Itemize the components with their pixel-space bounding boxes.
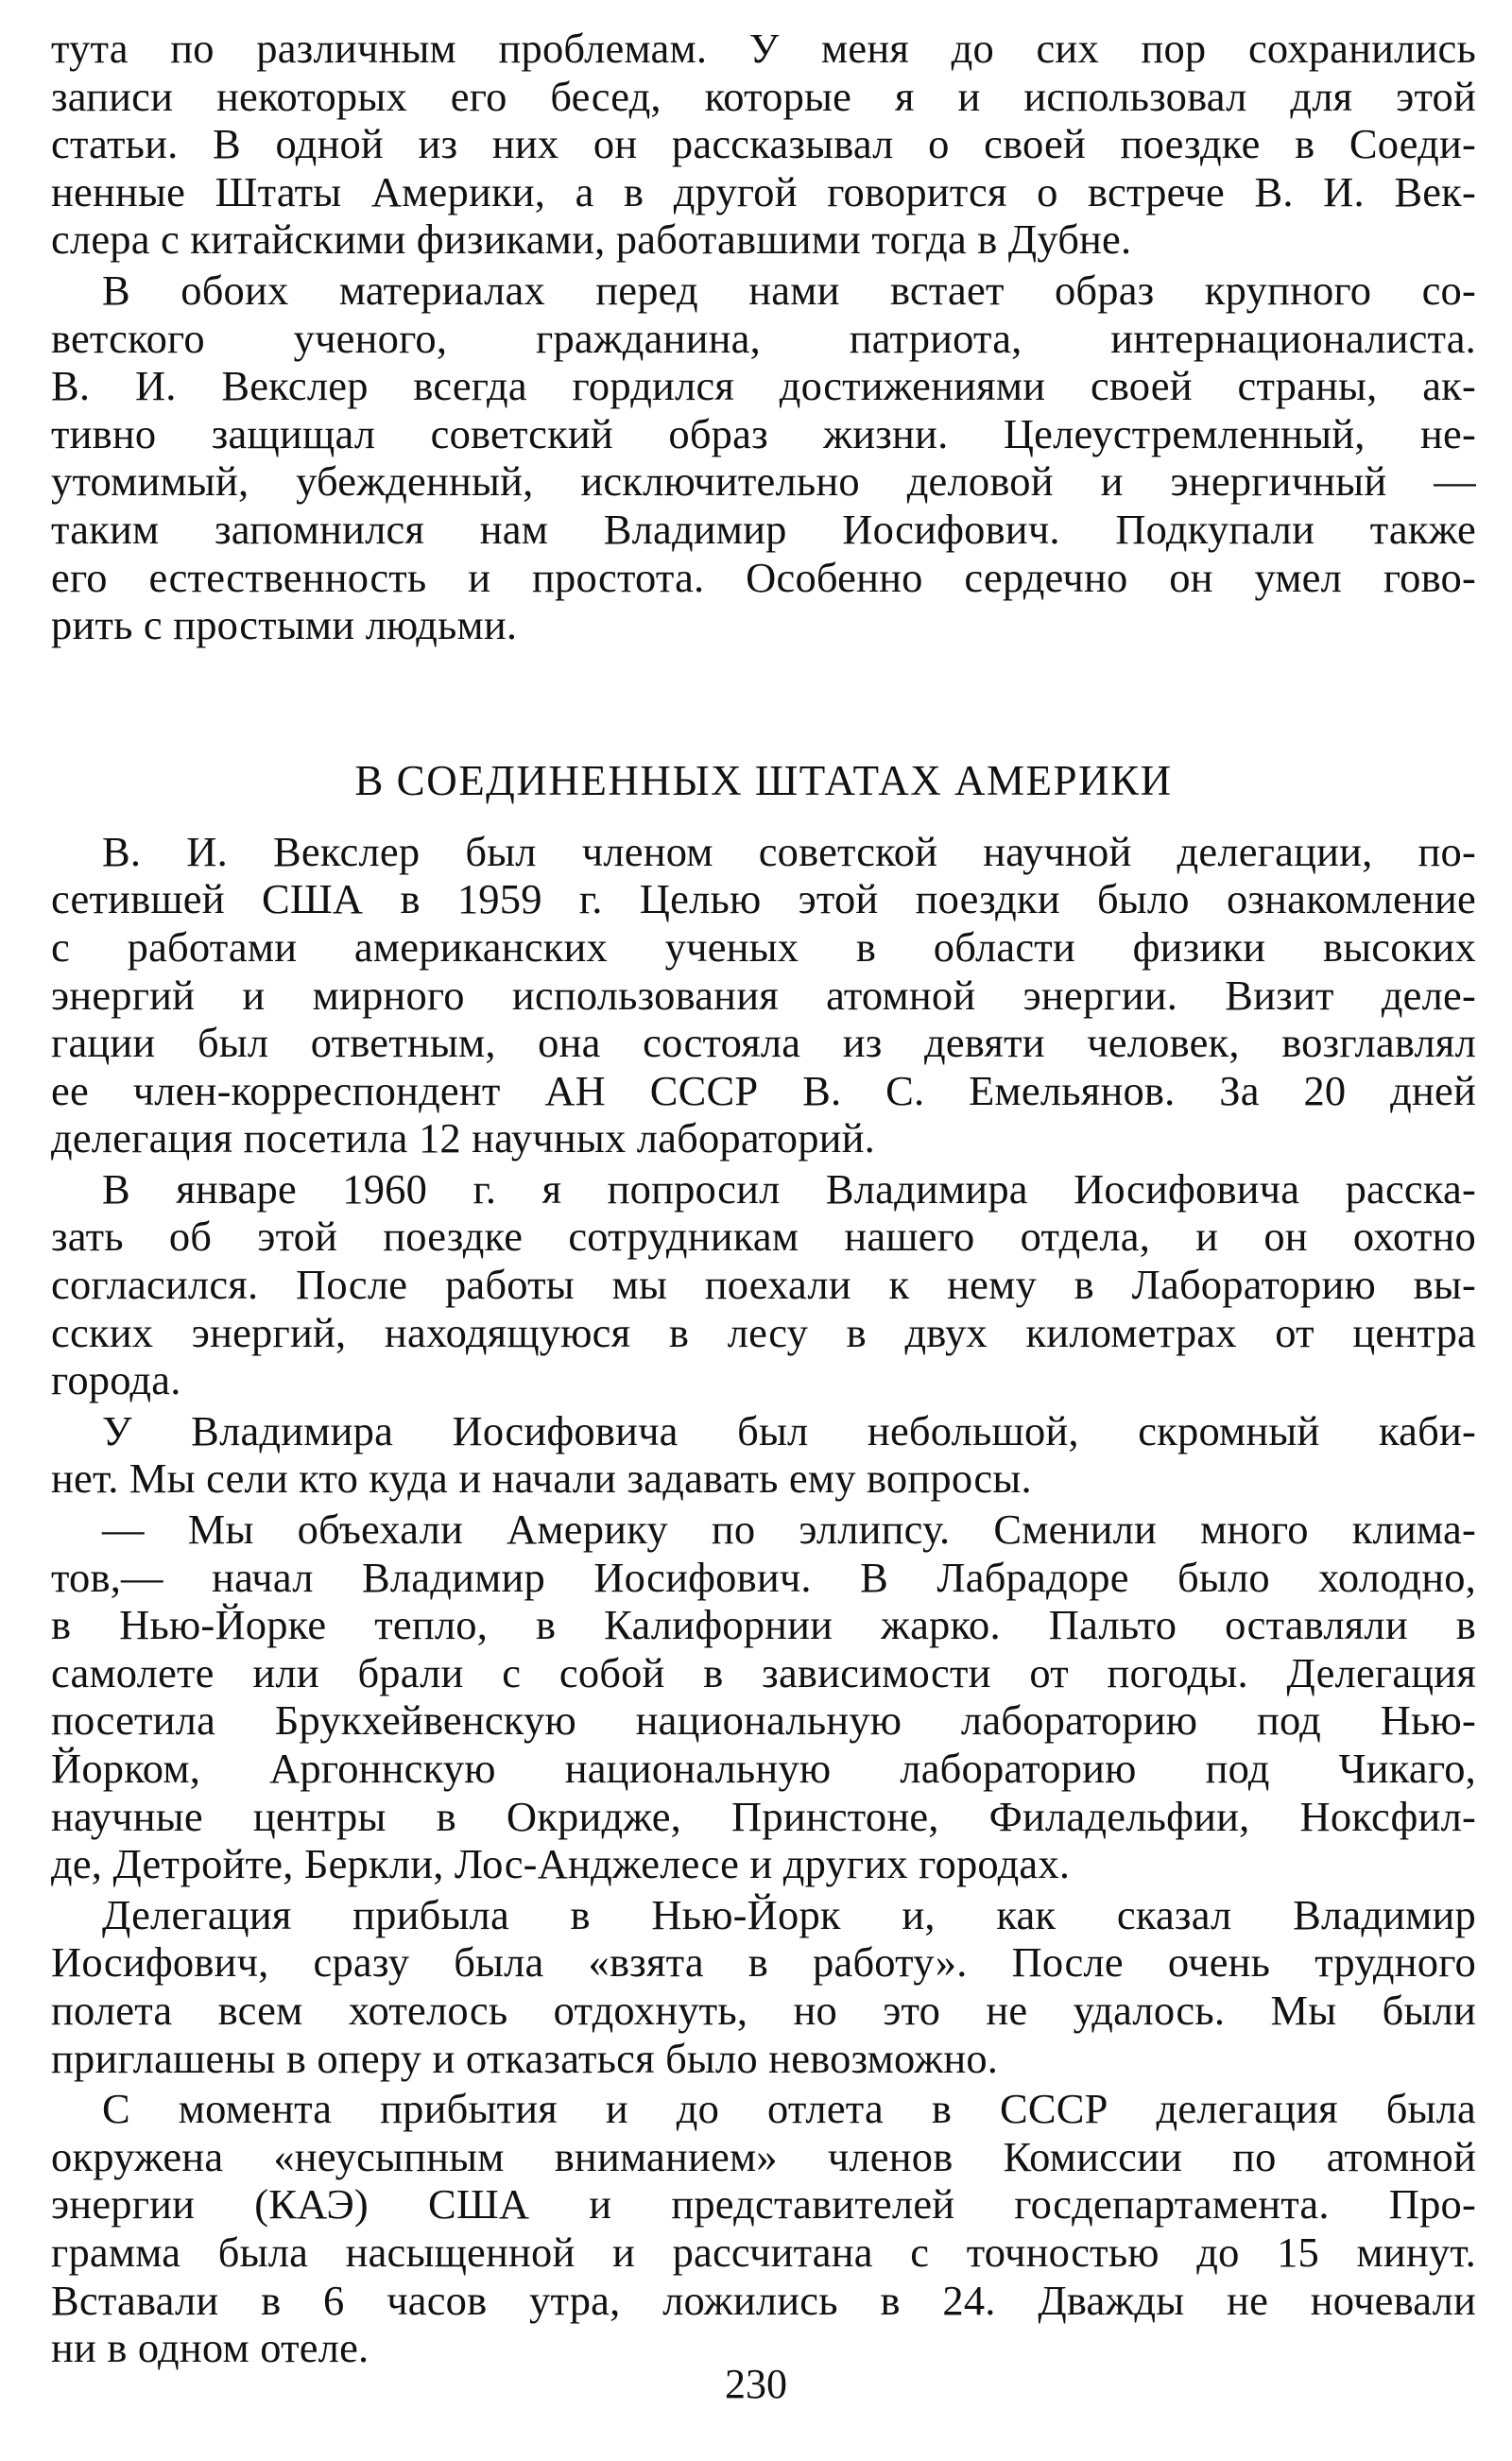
text-line: согласился. После работы мы поехали к нему в Лабораторию вы- (51, 1261, 1476, 1309)
paragraph-section-1 (51, 828, 1476, 1162)
text-line: слера с китайскими физиками, работавшими тогда в Дубне. (51, 215, 1132, 264)
section-heading: В СОЕДИНЕННЫХ ШТАТАХ АМЕРИКИ (354, 756, 1173, 804)
text-line: окружена «неусыпным вниманием» членов Комиссии по атомной (51, 2132, 1476, 2180)
text-line: сских энергий, находящуюся в лесу в двух километрах от центра (51, 1308, 1476, 1356)
text-line: ветского ученого, гражданина, патриота, интернационалиста. (51, 314, 1476, 362)
text-line: грамма была насыщенной и рассчитана с точностью до 15 минут. (51, 2228, 1476, 2276)
text-line: приглашены в оперу и отказаться было невозможно. (51, 2034, 999, 2082)
text-line: таким запомнился нам Владимир Иосифович. Подкупали также (51, 505, 1476, 553)
text-line: энергии (КАЭ) США и представителей госдепартамента. Про- (51, 2180, 1476, 2229)
text-line: В обоих материалах перед нами встает образ крупного со- (102, 266, 1476, 314)
text-line: Вставали в 6 часов утра, ложились в 24. Дважды не ночевали (51, 2276, 1476, 2324)
text-line: ни в одном отеле. (51, 2324, 369, 2372)
paragraph-intro-2 (51, 267, 1476, 649)
text-line: — Мы объехали Америку по эллипсу. Сменили много клима- (102, 1506, 1476, 1554)
text-line: энергий и мирного использования атомной энергии. Визит деле- (51, 971, 1476, 1019)
text-line: Делегация прибыла в Нью-Йорк и, как сказал Владимир (102, 1890, 1476, 1938)
paragraph-section-3 (51, 1407, 1476, 1503)
paragraph-section-5 (51, 1891, 1476, 2082)
text-line: В январе 1960 г. я попросил Владимира Иосифовича расска- (102, 1164, 1476, 1213)
text-line: утомимый, убежденный, исключительно деловой и энергичный — (51, 457, 1476, 506)
text-line: статьи. В одной из них он рассказывал о своей поездке в Соеди- (51, 120, 1476, 168)
text-line: самолете или брали с собой в зависимости от погоды. Делегация (51, 1648, 1476, 1696)
text-line: сетившей США в 1959 г. Целью этой поездки было ознакомление (51, 875, 1476, 923)
section-text (51, 828, 1476, 2372)
text-line: рить с простыми людьми. (51, 601, 518, 649)
text-line: города. (51, 1356, 181, 1404)
text-line: тивно защищал советский образ жизни. Целеустремленный, не- (51, 409, 1476, 457)
text-line: гации был ответным, она состояла из девяти человек, возглавлял (51, 1019, 1476, 1067)
paragraph-section-4 (51, 1506, 1476, 1888)
text-line: В. И. Векслер всегда гордился достижениями своей страны, ак- (51, 362, 1476, 410)
text-line: де, Детройте, Беркли, Лос-Анджелесе и других городах. (51, 1840, 1071, 1888)
text-line: его естественность и простота. Особенно сердечно он умел гово- (51, 553, 1476, 601)
text-line: делегация посетила 12 научных лабораторий. (51, 1114, 875, 1162)
text-line: Йорком, Аргоннскую национальную лабораторию под Чикаго, (51, 1745, 1476, 1792)
text-line: нет. Мы сели кто куда и начали задавать ему вопросы. (51, 1454, 1032, 1503)
text-line: тов,— начал Владимир Иосифович. В Лабрадоре было холодно, (51, 1553, 1476, 1601)
text-line: В. И. Векслер был членом советской научной делегации, по- (102, 827, 1476, 875)
document-page (51, 25, 1476, 2375)
text-line: научные центры в Окридже, Принстоне, Филадельфии, Ноксфил- (51, 1792, 1476, 1840)
text-line: зать об этой поездке сотрудникам нашего отдела, и он охотно (51, 1213, 1476, 1261)
text-line: тута по различным проблемам. У меня до сих пор сохранились (51, 25, 1476, 72)
text-line: У Владимира Иосифовича был небольшой, скромный каби- (102, 1406, 1476, 1454)
section-spacer (51, 652, 1476, 752)
text-line: посетила Брукхейвенскую национальную лабораторию под Нью- (51, 1696, 1476, 1745)
intro-text (51, 25, 1476, 649)
paragraph-section-6 (51, 2085, 1476, 2372)
text-line: полета всем хотелось отдохнуть, но это не удалось. Мы были (51, 1986, 1476, 2034)
text-line: записи некоторых его бесед, которые я и использовал для этой (51, 72, 1476, 120)
text-line: с работами американских ученых в области физики высоких (51, 922, 1476, 971)
paragraph-intro-1 (51, 25, 1476, 264)
text-line: Иосифович, сразу была «взята в работу». После очень трудного (51, 1938, 1476, 1987)
paragraph-section-2 (51, 1165, 1476, 1404)
text-line: ненные Штаты Америки, а в другой говорится о встрече В. И. Век- (51, 167, 1476, 215)
page-number: 230 (725, 2361, 787, 2407)
text-line: С момента прибытия и до отлета в СССР делегация была (102, 2085, 1476, 2133)
text-line: в Нью-Йорке тепло, в Калифорнии жарко. Пальто оставляли в (51, 1601, 1476, 1649)
text-line: ее член-корреспондент АН СССР В. С. Емельянов. За 20 дней (51, 1066, 1476, 1114)
